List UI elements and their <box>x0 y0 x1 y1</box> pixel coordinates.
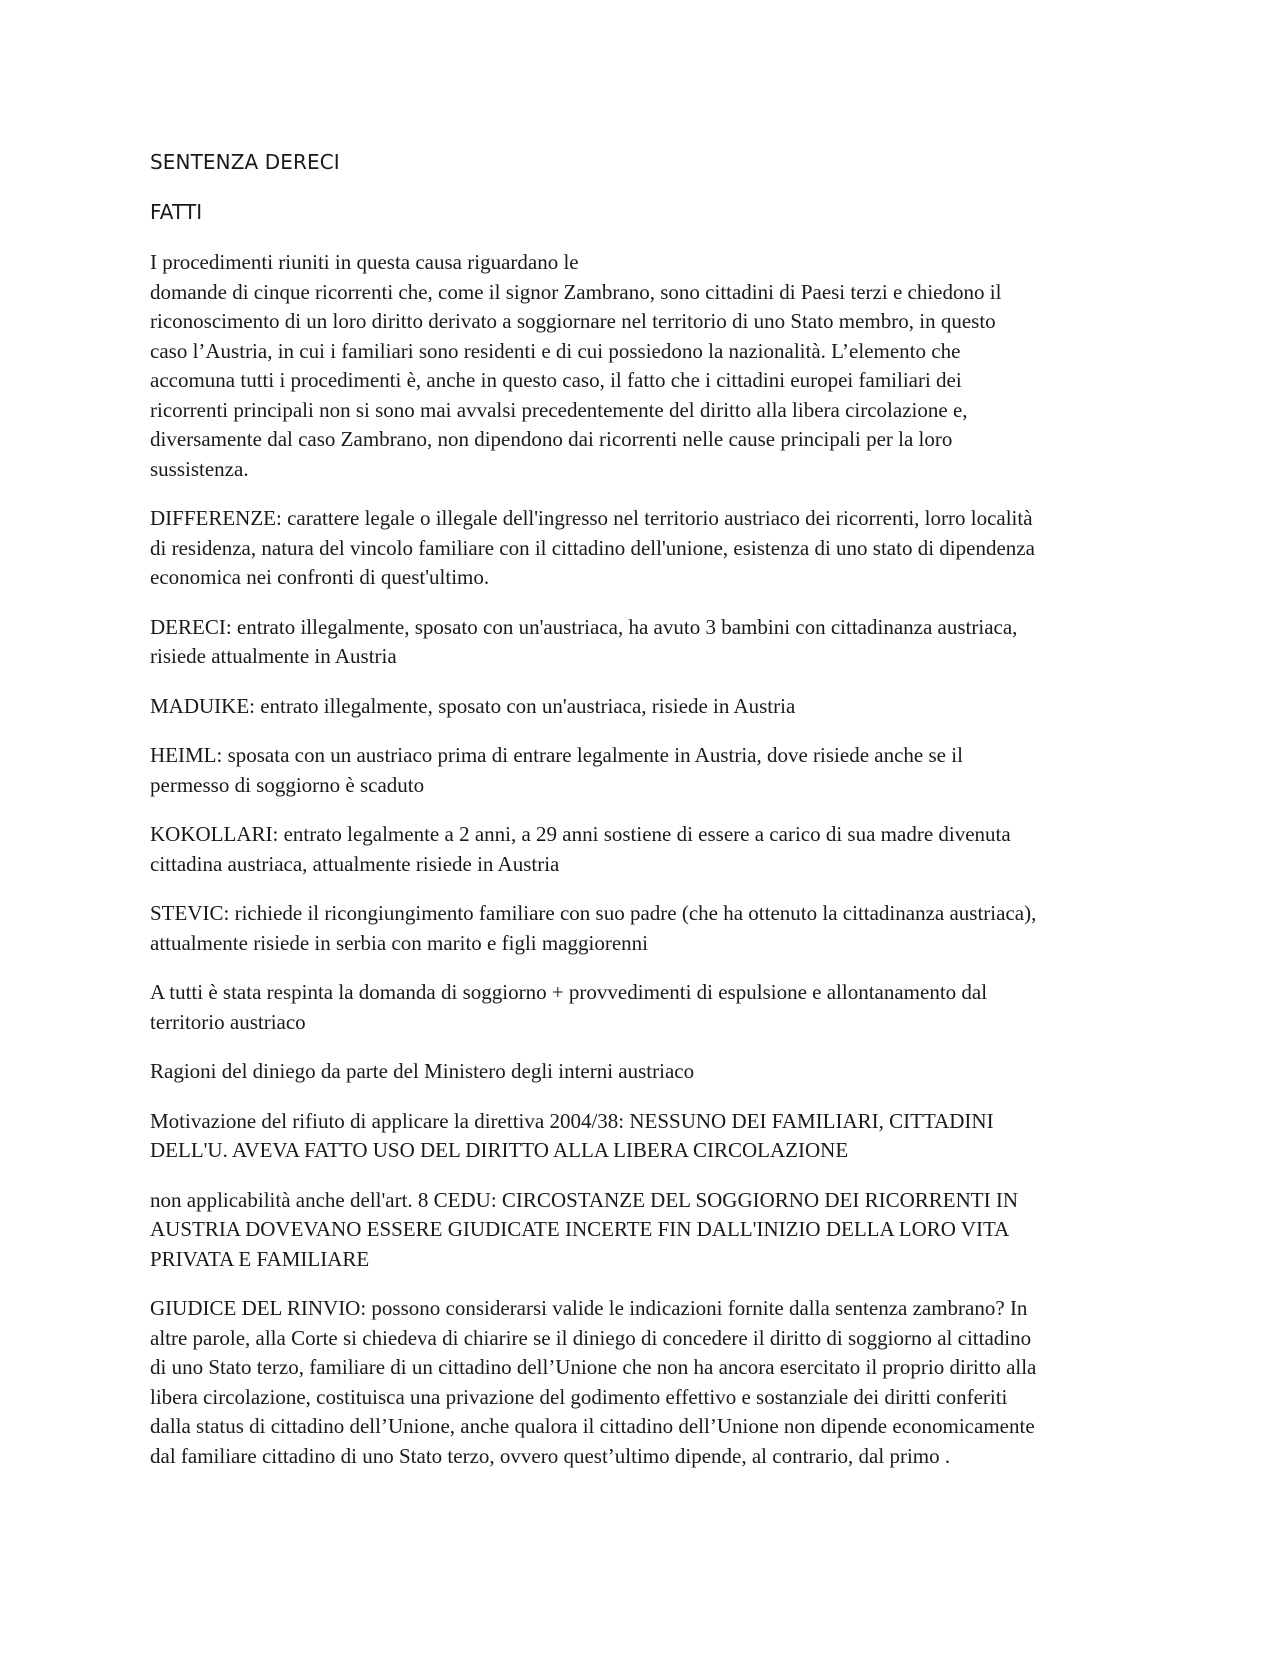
text-line: I procedimenti riuniti in questa causa riguardano le <box>150 250 579 274</box>
paragraph <box>150 692 1130 722</box>
section-heading-fatti: FATTI <box>150 200 203 224</box>
text-line: dalla status di cittadino dell’Unione, anche qualora il cittadino dell’Unione non dipende economicamente <box>150 1414 1035 1438</box>
text-line: DELL'U. AVEVA FATTO USO DEL DIRITTO ALLA LIBERA CIRCOLAZIONE <box>150 1138 849 1162</box>
text-line: A tutti è stata respinta la domanda di soggiorno + provvedimenti di espulsione e allontanamento dal <box>150 980 988 1004</box>
text-line: KOKOLLARI: entrato legalmente a 2 anni, a 29 anni sostiene di essere a carico di sua madre divenuta <box>150 822 1011 846</box>
text-line: PRIVATA E FAMILIARE <box>150 1246 370 1271</box>
paragraph <box>150 978 1130 1037</box>
text-line: altre parole, alla Corte si chiedeva di chiarire se il diniego di concedere il diritto di soggiorno al cittadino <box>150 1325 1032 1350</box>
text-line: sussistenza. <box>150 456 249 481</box>
text-line: accomuna tutti i procedimenti è, anche in questo caso, il fatto che i cittadini europei familiari dei <box>150 368 962 392</box>
document-title: SENTENZA DERECI <box>150 150 340 174</box>
text-line: diversamente dal caso Zambrano, non dipendono dai ricorrenti nelle cause principali per la loro <box>150 427 953 451</box>
text-line: riconoscimento di un loro diritto derivato a soggiornare nel territorio di uno Stato membro, in questo <box>150 309 996 333</box>
text-line: cittadina austriaca, attualmente risiede in Austria <box>150 851 560 876</box>
text-line: Ragioni del diniego da parte del Ministero degli interni austriaco <box>150 1059 695 1083</box>
text-line: AUSTRIA DOVEVANO ESSERE GIUDICATE INCERTE FIN DALL'INIZIO DELLA LORO VITA <box>150 1217 1010 1241</box>
text-line: STEVIC: richiede il ricongiungimento familiare con suo padre (che ha ottenuto la cittadinanza austriaca), <box>150 901 1037 925</box>
text-line: economica nei confronti di quest'ultimo. <box>150 565 490 589</box>
text-line: domande di cinque ricorrenti che, come il signor Zambrano, sono cittadini di Paesi terzi e chiedono il <box>150 279 1002 304</box>
text-line: dal familiare cittadino di uno Stato terzo, ovvero quest’ultimo dipende, al contrario, dal primo . <box>150 1443 951 1468</box>
text-line: Motivazione del rifiuto di applicare la direttiva 2004/38: NESSUNO DEI FAMILIARI, CITTADINI <box>150 1108 994 1133</box>
text-line: non applicabilità anche dell'art. 8 CEDU: CIRCOSTANZE DEL SOGGIORNO DEI RICORRENTI IN <box>150 1187 1019 1212</box>
text-line: caso l’Austria, in cui i familiari sono residenti e di cui possiedono la nazionalità. L’elemento che <box>150 338 961 363</box>
paragraph <box>150 1186 1130 1275</box>
paragraph <box>150 613 1130 672</box>
text-line: risiede attualmente in Austria <box>150 644 397 668</box>
paragraph <box>150 1107 1130 1166</box>
text-line: libera circolazione, costituisca una privazione del godimento effettivo e sostanziale dei diritti conferiti <box>150 1384 1008 1409</box>
text-line: attualmente risiede in serbia con marito e figli maggiorenni <box>150 930 649 955</box>
text-line: di residenza, natura del vincolo familiare con il cittadino dell'unione, esistenza di uno stato di dipendenza <box>150 535 1035 560</box>
text-line: territorio austriaco <box>150 1009 306 1034</box>
paragraph <box>150 741 1130 800</box>
paragraph <box>150 1057 1130 1087</box>
paragraph <box>150 504 1130 593</box>
text-line: di uno Stato terzo, familiare di un cittadino dell’Unione che non ha ancora esercitato il proprio diritto alla <box>150 1355 1037 1379</box>
text-line: MADUIKE: entrato illegalmente, sposato con un'austriaca, risiede in Austria <box>150 693 796 718</box>
text-line: GIUDICE DEL RINVIO: possono considerarsi valide le indicazioni fornite dalla sentenza zambrano? In <box>150 1296 1028 1320</box>
text-line: ricorrenti principali non si sono mai avvalsi precedentemente del diritto alla libera circolazione e, <box>150 397 968 422</box>
text-line: DERECI: entrato illegalmente, sposato con un'austriaca, ha avuto 3 bambini con cittadinanza austriaca, <box>150 614 1018 639</box>
paragraph <box>150 1294 1130 1471</box>
paragraph <box>150 248 1130 484</box>
text-line: DIFFERENZE: carattere legale o illegale dell'ingresso nel territorio austriaco dei ricorrenti, lorro località <box>150 506 1033 530</box>
paragraph-list <box>150 248 1130 1471</box>
paragraph <box>150 899 1130 958</box>
text-line: permesso di soggiorno è scaduto <box>150 772 425 797</box>
paragraph <box>150 820 1130 879</box>
document-body <box>150 150 1130 1491</box>
text-line: HEIML: sposata con un austriaco prima di entrare legalmente in Austria, dove risiede anche se il <box>150 743 963 767</box>
